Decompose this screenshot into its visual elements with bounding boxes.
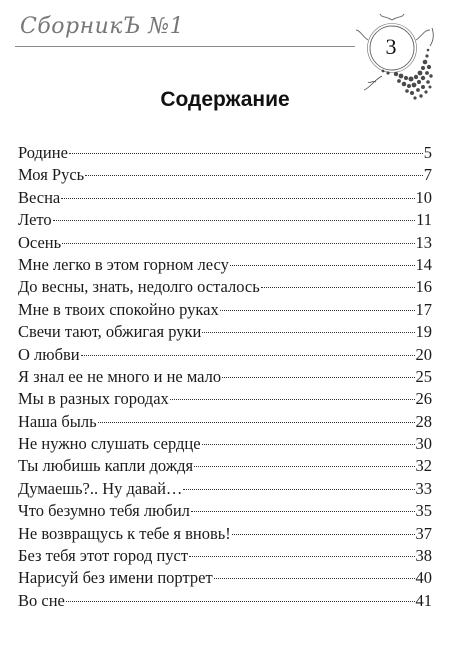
toc-entry-title: Наша быль	[18, 411, 97, 431]
toc-dot-leader	[98, 422, 415, 423]
toc-entry-title: До весны, знать, недолго осталось	[18, 277, 260, 297]
toc-entry-title: Мне в твоих спокойно руках	[18, 299, 219, 319]
toc-entry-page: 16	[415, 277, 432, 297]
toc-entry-title: Нарисуй без имени портрет	[18, 568, 213, 588]
toc-dot-leader	[261, 287, 415, 288]
toc-entry	[18, 187, 432, 209]
toc-entry	[18, 455, 432, 477]
toc-dot-leader	[183, 489, 414, 490]
toc-dot-leader	[202, 332, 414, 333]
toc-entry-title: Мы в разных городах	[18, 389, 169, 409]
toc-entry	[18, 232, 432, 254]
toc-entry-page: 33	[415, 478, 432, 498]
toc-dot-leader	[220, 310, 415, 311]
toc-entry-page: 32	[415, 456, 432, 476]
toc-entry-page: 17	[415, 299, 432, 319]
toc-entry-page: 11	[416, 210, 432, 230]
toc-entry-page: 19	[415, 322, 432, 342]
toc-entry-page: 5	[423, 143, 432, 162]
toc-entry	[18, 590, 432, 612]
toc-entry-page: 7	[423, 165, 432, 185]
toc-heading: Содержание	[160, 88, 290, 111]
toc-entry-page: 13	[415, 232, 432, 252]
toc-entry-page: 30	[415, 434, 432, 454]
toc-dot-leader	[62, 243, 414, 244]
toc-dot-leader	[194, 466, 414, 467]
toc-entry	[18, 276, 432, 298]
header-divider	[15, 46, 355, 47]
toc-entry-page: 28	[415, 411, 432, 431]
toc-entry	[18, 411, 432, 433]
toc-entry	[18, 478, 432, 500]
toc-entry-title: Мне легко в этом горном лесу	[18, 254, 229, 274]
toc-entry	[18, 567, 432, 589]
toc-dot-leader	[222, 377, 414, 378]
toc-entry-title: Ты любишь капли дождя	[18, 456, 194, 476]
toc-entry-title: Свечи тают, обжигая руки	[18, 322, 202, 342]
toc-dot-leader	[189, 556, 414, 557]
toc-entry-title: Весна	[18, 187, 61, 207]
toc-entry	[18, 254, 432, 276]
toc-list	[18, 142, 432, 612]
toc-entry-page: 37	[415, 523, 432, 543]
toc-entry	[18, 164, 432, 186]
toc-entry-page: 41	[415, 590, 432, 610]
toc-entry-page: 35	[415, 501, 432, 521]
toc-entry-page: 14	[415, 254, 432, 274]
toc-entry-title: Не возвращусь к тебе я вновь!	[18, 523, 231, 543]
toc-entry	[18, 209, 432, 231]
toc-entry-title: Осень	[18, 232, 62, 252]
toc-dot-leader	[53, 220, 415, 221]
toc-entry	[18, 545, 432, 567]
toc-entry-page: 25	[415, 366, 432, 386]
toc-entry	[18, 344, 432, 366]
toc-entry-page: 40	[415, 568, 432, 588]
toc-dot-leader	[202, 444, 415, 445]
toc-entry-page: 38	[415, 546, 432, 566]
toc-dot-leader	[69, 153, 423, 154]
toc-dot-leader	[230, 265, 415, 266]
collection-title: СборникЪ №1	[20, 14, 185, 39]
toc-entry	[18, 321, 432, 343]
page-number: 3	[385, 34, 397, 59]
toc-entry-title: Что безумно тебя любил	[18, 501, 190, 521]
toc-dot-leader	[170, 399, 415, 400]
toc-entry	[18, 366, 432, 388]
toc-entry-title: Без тебя этот город пуст	[18, 546, 189, 566]
toc-entry-page: 26	[415, 389, 432, 409]
toc-entry-title: Моя Русь	[18, 165, 85, 185]
toc-entry-title: Родине	[18, 143, 68, 162]
toc-entry-title: Во сне	[18, 590, 65, 610]
toc-entry-title: Думаешь?.. Ну давай…	[18, 478, 183, 498]
toc-entry	[18, 500, 432, 522]
toc-entry	[18, 388, 432, 410]
toc-dot-leader	[232, 534, 415, 535]
toc-entry-title: Не нужно слушать сердце	[18, 434, 201, 454]
toc-dot-leader	[66, 601, 415, 602]
toc-entry	[18, 433, 432, 455]
toc-entry	[18, 142, 432, 164]
toc-dot-leader	[191, 511, 415, 512]
toc-dot-leader	[214, 578, 415, 579]
toc-entry-page: 20	[415, 344, 432, 364]
toc-entry	[18, 299, 432, 321]
toc-entry-page: 10	[415, 187, 432, 207]
toc-dot-leader	[85, 175, 423, 176]
toc-entry-title: О любви	[18, 344, 80, 364]
toc-dot-leader	[81, 355, 415, 356]
toc-entry-title: Лето	[18, 210, 52, 230]
toc-entry-title: Я знал ее не много и не мало	[18, 366, 222, 386]
toc-dot-leader	[61, 198, 414, 199]
toc-entry	[18, 523, 432, 545]
